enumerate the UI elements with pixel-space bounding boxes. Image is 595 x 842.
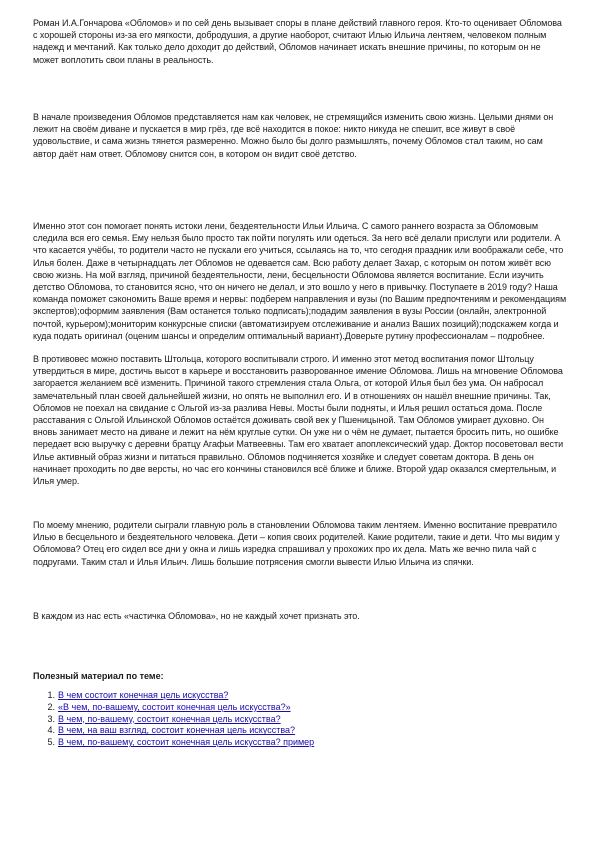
paragraph-beginning: В начале произведения Обломов представляется нам как человек, не стремящийся изменить свою жизнь. Целыми днями он лежит на своём диване и пускается в мир грёз, где всё находится в покое: никто никуда не спешит, все живут в своё удовольствие, и сама жизнь тянется размеренно. Можно было бы долго размышлять, почему Обломов стал таким, но сам автор даёт нам ответ. Обломову снится сон, в котором он видит своё детство. xyxy=(33,112,554,159)
useful-link-2[interactable]: «В чем, по-вашему, состоит конечная цель искусства?» xyxy=(58,701,291,712)
list-item xyxy=(33,725,567,737)
list-item xyxy=(33,702,567,714)
paragraph-dream: Именно этот сон помогает понять истоки лени, бездеятельности Ильи Ильича. С самого раннего возраста за Обломовым следила вся его семья. Ему нельзя было просто так пойти погулять или одеться. За него всё делали прислуги или родители. А что касается учёбы, то родители часто не пускали его учиться, ссылаясь на то, что сегодня праздник или воображали себе, что Илья болен. Даже в четырнадцать лет Обломов не одевается сам. Всю работу делает Захар, с которым он потом живёт всю свою жизнь. На мой взгляд, причиной бездеятельности, лени, бесцельности Обломова является воспитание. Если изучить детство Обломова, то становится ясно, что он ничего не делал, и это вошло у него в привычку. Поступаете в 2019 году? Наша команда поможет сэкономить Ваше время и нервы: подберем направления и вузы (по Вашим предпочтениям и рекомендациям экспертов);оформим заявления (Вам останется только подписать);подадим заявления в вузы России (онлайн, электронной почтой, курьером);мониторим конкурсные списки (автоматизируем отслеживание и анализ Ваших позиций);подскажем когда и куда подать оригинал (оценим шансы и определим оптимальный вариант).Доверьте рутину профессионалам – подробнее. xyxy=(33,221,567,341)
useful-material-section xyxy=(33,670,567,749)
paragraph-conclusion: В каждом из нас есть «частичка Обломова», но не каждый хочет признать это. xyxy=(33,611,360,621)
list-number: 4. xyxy=(47,725,55,736)
paragraph-parents: По моему мнению, родители сыграли главную роль в становлении Обломова таким лентяем. Именно воспитание превратило Илью в бесцельного и бездеятельного человека. Дети – копия своих родителей. Какие родители, такие и дети. Что мы видим у Обломова? Отец его сидел все дни у окна и лишь изредка спрашивал у прохожих про их дела. Мать же вечно пила чай с подругами. Таким стал и Илья Ильич. Лишь большие потрясения смогли вывести Илью Ильича из спячки. xyxy=(33,520,560,567)
list-number: 5. xyxy=(47,737,55,748)
list-number: 2. xyxy=(47,701,55,712)
list-number: 3. xyxy=(47,713,55,724)
paragraph-intro: Роман И.А.Гончарова «Обломов» и по сей день вызывает споры в плане действий главного героя. Кто-то оценивает Обломова с хорошей стороны из-за его мягкости, добродушия, а другие наоборот, считают Илью Ильича лентяем, человеком полным надежд и мечтаний. Как только дело доходит до действий, Обломов начинает искать внешние причины, по которым он не может воплотить свои планы в реальность. xyxy=(33,18,562,65)
list-item xyxy=(33,714,567,726)
useful-link-3[interactable]: В чем, по-вашему, состоит конечная цель искусства? xyxy=(58,713,281,724)
list-item xyxy=(33,737,567,749)
useful-link-1[interactable]: В чем состоит конечная цель искусства? xyxy=(58,690,229,700)
useful-links-list xyxy=(33,690,567,749)
list-number: 1. xyxy=(47,690,55,700)
paragraph-stolz: В противовес можно поставить Штольца, которого воспитывали строго. И именно этот метод воспитания помог Штольцу утвердиться в мире, достичь высот в карьере и восстановить разворованное имение Обломова. Лишь на мгновение Обломова загорается желанием всё изменить. Причиной такого стремления стала Ольга, от которой Илья был без ума. Он набросал замечательный план своей дальнейшей жизни, но опять не выполнил его. И в отношениях он нашёл внешние причины. Так, Обломов не поехал на свидание с Ольгой из-за разлива Невы. Мосты были подняты, и Илья решил остаться дома. После расставания с Ольгой Ильинской Обломов остаётся доживать свой век у Пшеницыной. Там Обломов умирает духовно. Он вновь занимает место на диване и лежит на нём круглые сутки. Он уже ни о чём не думает, пытается бросить пить, но ошибке передает всю выручку с деревни братцу Агафьи Матвеевны. Там его хватает апоплексический удар. Доктор посоветовал вести Илье активный образ жизни и питаться правильно. Обломов подчиняется хозяйке и следует советам доктора. В день он начинает проходить по две версты, но час его кончины становился всё ближе и ближе. Второй удар оказался смертельным, и Илья умер. xyxy=(33,354,564,487)
useful-link-4[interactable]: В чем, на ваш взгляд, состоит конечная цель искусства? xyxy=(58,725,296,736)
useful-material-title: Полезный материал по теме: xyxy=(33,671,164,681)
list-item xyxy=(33,690,567,702)
useful-link-5[interactable]: В чем, по-вашему, состоит конечная цель искусства? пример xyxy=(58,737,315,748)
